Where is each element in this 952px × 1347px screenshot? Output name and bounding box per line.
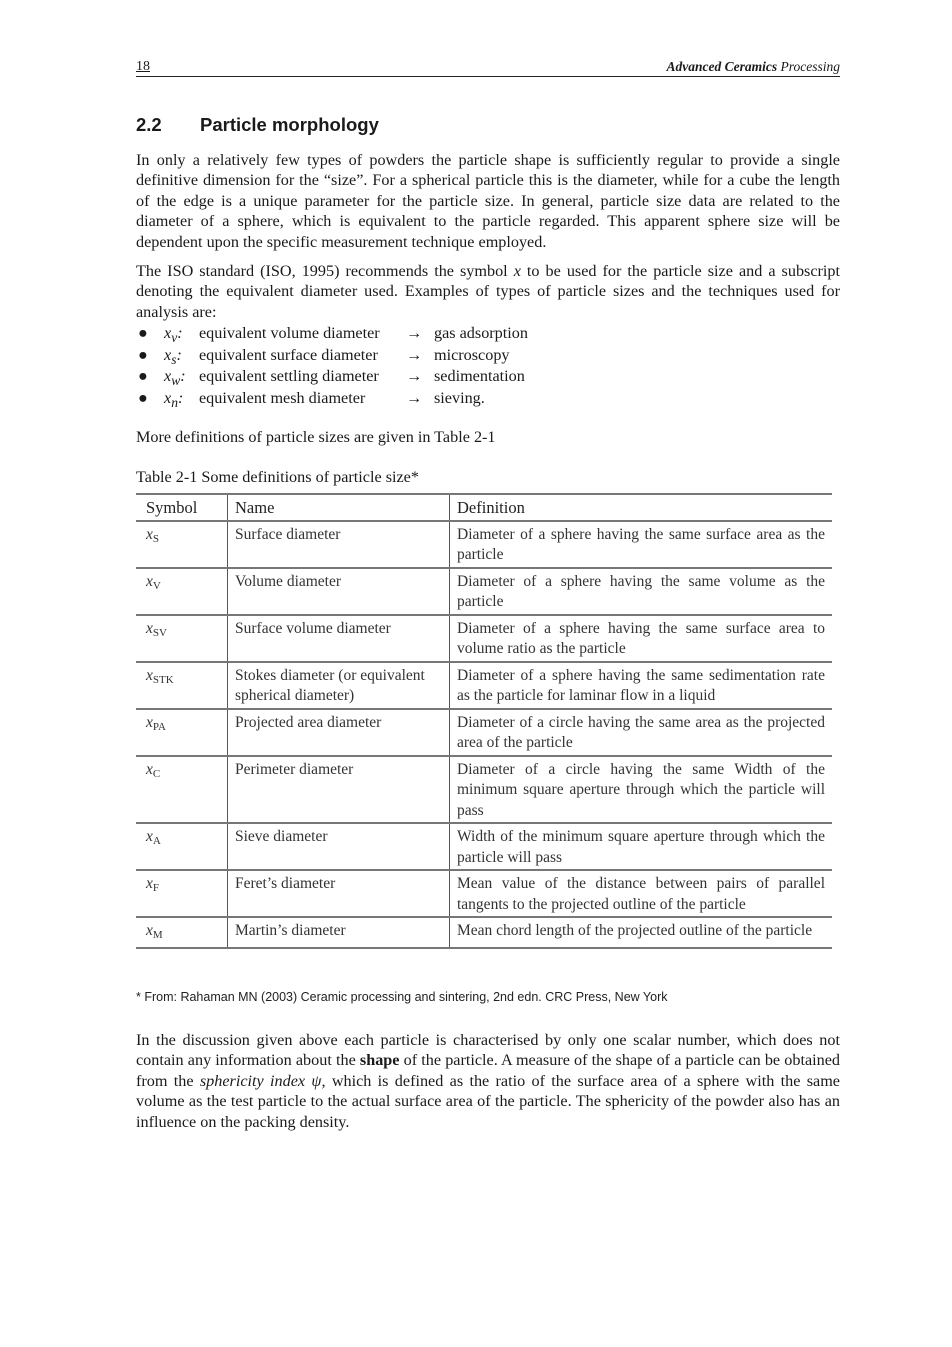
table-row (136, 709, 832, 756)
bullet-symbol: $x_v$: (164, 324, 183, 346)
paragraph-iso-text-1: The ISO standard (ISO, 1995) recommends the symbol (136, 262, 514, 280)
cell-name: Volume diameter (228, 568, 450, 615)
table-row (136, 917, 832, 948)
bullet-item (136, 323, 840, 345)
arrow-icon: → (406, 345, 423, 364)
paragraph-intro: In only a relatively few types of powders the particle shape is sufficiently regular to provide a single definitive dimension for the “size”. For a spherical particle this is the diameter, while for a cube the length of the edge is a unique parameter for the particle size. In general, particle size data are related to the diameter of a sphere, which is equivalent to the particle regarded. This apparent sphere size will be dependent upon the specific measurement technique employed. (136, 151, 840, 251)
arrow-icon: → (406, 367, 423, 386)
bullet-icon: ● (138, 389, 148, 408)
cell-definition: Diameter of a circle having the same Width of the minimum square aperture through which the particle will pass (450, 756, 833, 824)
bullet-name: equivalent settling diameter (199, 367, 379, 386)
bullet-symbol: $x_w$: (164, 367, 186, 389)
table-header-row (136, 494, 832, 521)
diameter-bullet-list (136, 323, 840, 410)
table-reference: More definitions of particle sizes are given in Table 2-1 (136, 428, 496, 446)
cell-symbol: $x_M$ (136, 917, 228, 948)
cell-name: Martin’s diameter (228, 917, 450, 948)
cell-symbol: $x_C$ (136, 756, 228, 824)
cell-definition: Diameter of a sphere having the same sedimentation rate as the particle for laminar flow in a liquid (450, 662, 833, 709)
table-row (136, 615, 832, 662)
cell-symbol: $x_{STK}$ (136, 662, 228, 709)
bullet-technique: sieving. (434, 389, 485, 408)
paragraph-iso-symbol: x (513, 262, 521, 280)
bullet-icon: ● (138, 324, 148, 342)
cell-definition: Mean value of the distance between pairs of parallel tangents to the projected outline of the particle (450, 870, 833, 917)
table-caption: Table 2-1 Some definitions of particle size* (136, 468, 419, 486)
cell-definition: Diameter of a sphere having the same volume as the particle (450, 568, 833, 615)
cell-symbol: $x_A$ (136, 823, 228, 870)
paragraph-iso (136, 261, 840, 322)
paragraph-iso-text-2: to be used for the particle size and a subscript denoting the equivalent diameter used. Examples of types of particle sizes and the techniques used for analysis are: (136, 262, 840, 321)
paragraph-shape-text-1: In the discussion given above each particle is characterised by only one scalar number, which does not contain any information about the (136, 1031, 840, 1070)
cell-symbol: $x_{PA}$ (136, 709, 228, 756)
bullet-item (136, 366, 840, 388)
cell-definition: Diameter of a sphere having the same surface area as the particle (450, 521, 833, 568)
cell-symbol: $x_{SV}$ (136, 615, 228, 662)
table-row (136, 568, 832, 615)
cell-definition: Diameter of a sphere having the same surface area to volume ratio as the particle (450, 615, 833, 662)
table-footnote: * From: Rahaman MN (2003) Ceramic processing and sintering, 2nd edn. CRC Press, New York (136, 990, 668, 1004)
cell-name: Surface diameter (228, 521, 450, 568)
cell-name: Perimeter diameter (228, 756, 450, 824)
cell-symbol: $x_V$ (136, 568, 228, 615)
bullet-name: equivalent volume diameter (199, 324, 380, 342)
paragraph-shape-bold: shape (359, 1051, 400, 1070)
cell-symbol: $x_F$ (136, 870, 228, 917)
bullet-technique: sedimentation (434, 367, 525, 386)
section-number: 2.2 (136, 114, 162, 135)
header-symbol: Symbol (136, 494, 228, 521)
section-title: Particle morphology (200, 114, 379, 135)
paragraph-shape-text-2: of the particle. A measure of the shape of a particle can be obtained from the (136, 1051, 840, 1090)
cell-name: Projected area diameter (228, 709, 450, 756)
arrow-icon: → (406, 324, 423, 342)
header-name: Name (228, 494, 450, 521)
running-title-bold: Advanced Ceramics (666, 59, 778, 74)
bullet-icon: ● (138, 367, 148, 386)
table-row (136, 662, 832, 709)
cell-name: Feret’s diameter (228, 870, 450, 917)
table-row (136, 870, 832, 917)
bullet-symbol: $x_s$: (164, 345, 182, 367)
bullet-icon: ● (138, 345, 148, 364)
cell-definition: Width of the minimum square aperture through which the particle will pass (450, 823, 833, 870)
header-definition: Definition (450, 494, 833, 521)
cell-definition: Diameter of a circle having the same area as the projected area of the particle (450, 709, 833, 756)
bullet-symbol: $x_n$: (164, 389, 184, 411)
running-title-rest: Processing (780, 59, 840, 74)
table-row (136, 756, 832, 824)
cell-name: Stokes diameter (or equivalent spherical diameter) (228, 662, 450, 709)
paragraph-shape (136, 1030, 840, 1132)
bullet-item (136, 345, 840, 367)
section-heading (136, 114, 379, 136)
cell-name: Sieve diameter (228, 823, 450, 870)
paragraph-shape-text-3: which is defined as the ratio of the surface area of a sphere with the same volume as the test particle to the actual surface area of the particle. The sphericity of the powder also has an influence on the packing density. (136, 1071, 840, 1131)
bullet-item (136, 388, 840, 410)
page-header (136, 58, 840, 77)
bullet-name: equivalent mesh diameter (199, 389, 366, 408)
page-number: 18 (136, 59, 150, 74)
bullet-technique: microscopy (434, 345, 510, 364)
bullet-name: equivalent surface diameter (199, 345, 378, 364)
cell-symbol: $x_S$ (136, 521, 228, 568)
cell-name: Surface volume diameter (228, 615, 450, 662)
particle-size-table (136, 493, 832, 949)
bullet-technique: gas adsorption (434, 324, 528, 342)
paragraph-shape-italic: sphericity index ψ, (199, 1071, 326, 1090)
running-title (667, 59, 841, 75)
cell-definition: Mean chord length of the projected outline of the particle (450, 917, 833, 948)
arrow-icon: → (406, 389, 423, 408)
table-row (136, 521, 832, 568)
table-row (136, 823, 832, 870)
